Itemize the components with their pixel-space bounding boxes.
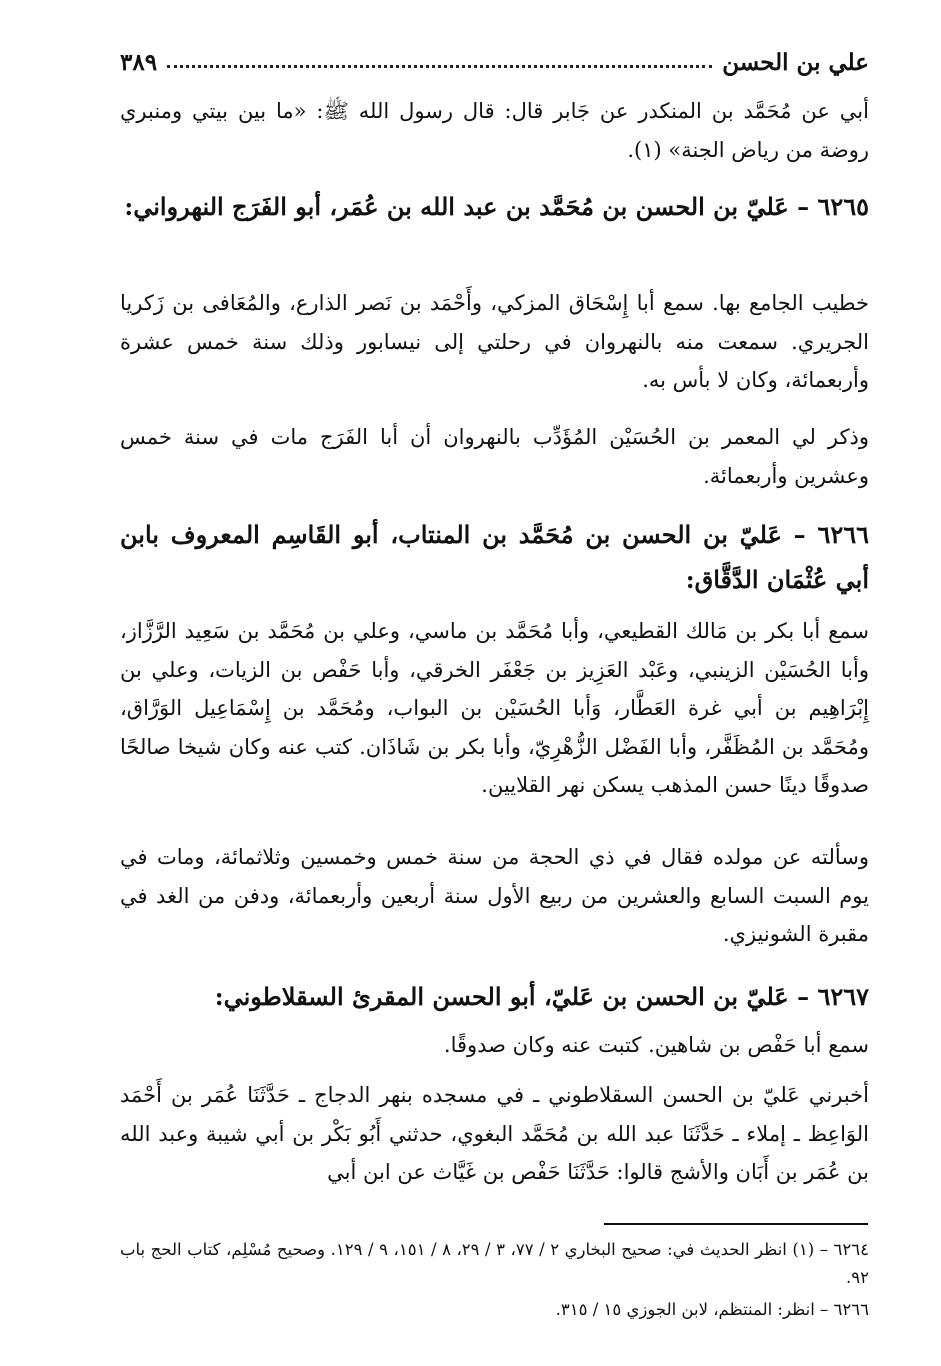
footnote-6266: ٦٢٦٦ – انظر: المنتظم، لابن الجوزي ١٥ / ٣١٥.: [555, 1300, 869, 1319]
paragraph-6267-isnad: أخبرني عَليّ بن الحسن السقلاطوني ـ في مسجده بنهر الدجاج ـ حَدَّثَنَا عُمَر بن أَحْمَد الوَاعِظ ـ إملاء ـ حَدَّثَنَا عبد الله بن مُحَمَّد البغوي، حدثني أَبُو بَكْر بن أبي شيبة وعبد الله بن عُمَر بن أَبَان والأشج قالوا: حَدَّثَنَا حَفْص بن غَيَّاث عن ابن أبي: [120, 1083, 869, 1184]
entry-heading-6267: ٦٢٦٧ – عَليّ بن الحسن بن عَليّ، أبو الحسن المقرئ السقلاطوني:: [214, 982, 869, 1011]
paragraph-6267-bio: سمع أبا حَفْص بن شاهين. كتبت عنه وكان صدوقًا.: [443, 1033, 869, 1057]
footnote-separator: [604, 1223, 868, 1225]
paragraph-6266-birth-death: وسألته عن مولده فقال في ذي الحجة من سنة خمس وخمسين وثلاثمائة، ومات في يوم السبت السابع والعشرين من ربيع الأول سنة أربعين وأربعمائة، ودفن من الغد في مقبرة الشونيزي.: [120, 845, 869, 946]
page-number: ٣٨٩: [120, 48, 158, 76]
paragraph-6266-bio: سمع أبا بكر بن مَالك القطيعي، وأبا مُحَمَّد بن ماسي، وعلي بن مُحَمَّد بن سَعِيد الرَّزَّاز، وأبا الحُسَيْن الزينبي، وعَبْد العَزِيز بن جَعْفَر الخرقي، وأبا حَفْص بن الزيات، وعلي بن إِبْرَاهِيم بن أبي غرة العَطَّار، وَأبا الحُسَيْن بن البواب، ومُحَمَّد بن إِسْمَاعِيل الوَرَّاق، ومُحَمَّد بن المُظَفَّر، وأبا الفَضْل الزُّهْرِيّ، وأبا بكر بن شَاذَان. كتب عنه وكان شيخا صالحًا صدوقًا دينًا حسن المذهب يسكن نهر القلايين.: [120, 619, 869, 797]
paragraph-hadith-end: أبي عن مُحَمَّد بن المنكدر عن جَابر قال: قال رسول الله ﷺ: «ما بين بيتي ومنبري روضة من رياض الجنة» (١).: [120, 99, 869, 162]
entry-heading-6266: ٦٢٦٦ – عَليّ بن الحسن بن مُحَمَّد بن المنتاب، أبو القَاسِم المعروف بابن أبي عُثْمَان الدَّقَّاق:: [120, 520, 869, 594]
paragraph-6265-death: وذكر لي المعمر بن الحُسَيْن المُؤَدِّب بالنهروان أن أبا الفَرَج مات في سنة خمس وعشرين وأربعمائة.: [120, 425, 869, 488]
footnotes: [120, 1236, 869, 1328]
entry-heading-6265: ٦٢٦٥ – عَليّ بن الحسن بن مُحَمَّد بن عبد الله بن عُمَر، أبو الفَرَج النهرواني:: [124, 192, 869, 221]
running-header: [120, 42, 869, 82]
header-leader-dots: [167, 65, 712, 68]
footnote-6264: ٦٢٦٤ – (١) انظر الحديث في: صحيح البخاري ٢ / ٧٧، ٣ / ٢٩، ٨ / ١٥١، ٩ / ١٢٩. وصحيح مُسْلِم، كتاب الحج باب ٩٢.: [120, 1240, 869, 1287]
paragraph-6265-bio: خطيب الجامع بها. سمع أبا إِسْحَاق المزكي، وأَحْمَد بن نَصر الذارع، والمُعَافى بن زَكريا الجريري. سمعت منه بالنهروان في رحلتي إلى نيسابور وذلك سنة خمس عشرة وأربعمائة، وكان لا بأس به.: [120, 291, 869, 392]
header-title: علي بن الحسن: [722, 48, 869, 76]
